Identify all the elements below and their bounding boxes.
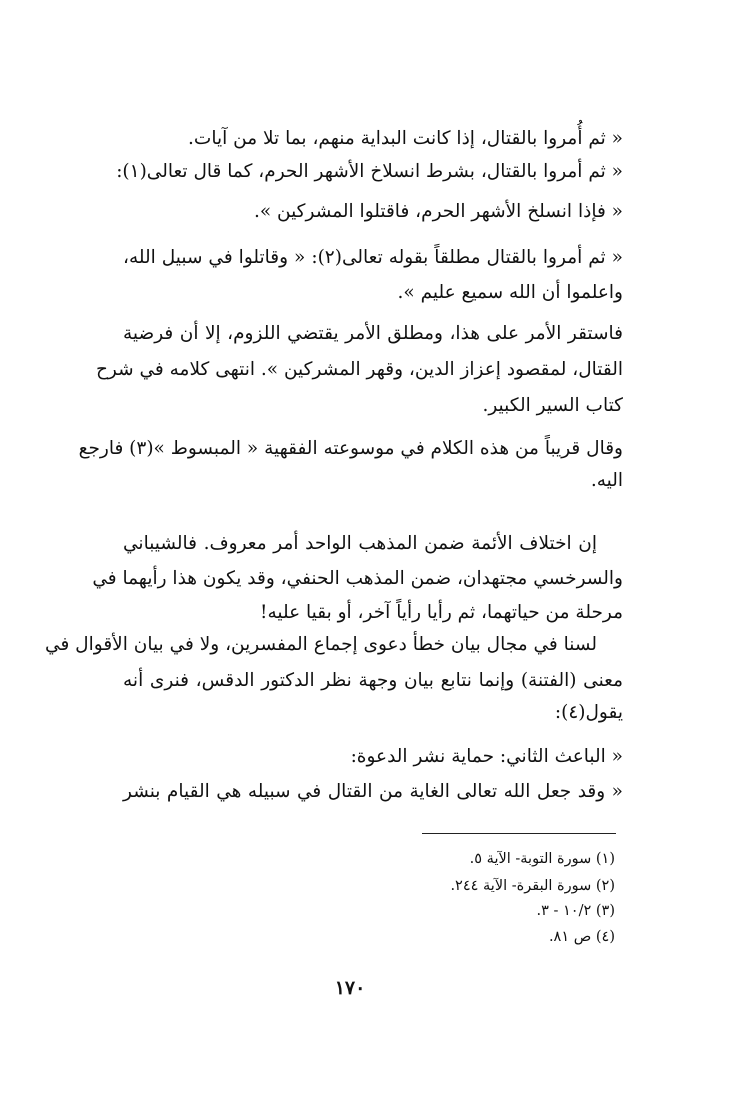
footnote-2: (٢) سورة البقرة- الآية ٢٤٤. [450,878,615,894]
text-line-17: « الباعث الثاني: حماية نشر الدعوة: [350,746,623,767]
text-line-3: « فإذا انسلخ الأشهر الحرم، فاقتلوا المشركين ». [253,201,623,222]
text-line-7: القتال، لمقصود إعزاز الدين، وقهر المشركين ». انتهى كلامه في شرح [95,359,623,380]
text-line-18: « وقد جعل الله تعالى الغاية من القتال في سبيله هي القيام بنشر [123,781,623,802]
text-line-12: والسرخسي مجتهدان، ضمن المذهب الحنفي، وقد يكون هذا رأيهما في [92,568,623,589]
text-line-11: إن اختلاف الأئمة ضمن المذهب الواحد أمر معروف. فالشيباني [123,533,597,554]
page-number: ١٧٠ [334,977,366,999]
text-line-4: « ثم أمروا بالقتال مطلقاً بقوله تعالى(٢): « وقاتلوا في سبيل الله، [123,247,623,268]
text-line-9: وقال قريباً من هذه الكلام في موسوعته الفقهية « المبسوط »(٣) فارجع [78,438,623,459]
footnote-1: (١) سورة التوبة- الآية ٥. [469,851,615,867]
footnote-3: (٣) ١٠/٢ - ٣. [536,903,615,919]
text-line-2: « ثم أمروا بالقتال، بشرط انسلاخ الأشهر الحرم، كما قال تعالى(١): [116,161,623,182]
text-line-6: فاستقر الأمر على هذا، ومطلق الأمر يقتضي اللزوم، إلا أن فرضية [123,323,623,344]
text-line-8: كتاب السير الكبير. [482,395,623,416]
text-line-1: « ثم أُمروا بالقتال، إذا كانت البداية منهم، بما تلا من آيات. [188,128,623,149]
text-line-5: واعلموا أن الله سميع عليم ». [397,282,623,303]
footnote-divider [422,833,616,834]
footnote-4: (٤) ص ٨١. [548,929,615,945]
text-line-15: معنى (الفتنة) وإنما نتابع بيان وجهة نظر الدكتور الدقس، فنرى أنه [123,670,623,691]
text-line-14: لسنا في مجال بيان خطأ دعوى إجماع المفسرين، ولا في بيان الأقوال في [45,634,597,655]
text-line-13: مرحلة من حياتهما، ثم رأيا رأياً آخر، أو بقيا عليه! [260,602,623,623]
text-line-10: اليه. [590,470,623,491]
text-line-16: يقول(٤): [554,702,623,723]
